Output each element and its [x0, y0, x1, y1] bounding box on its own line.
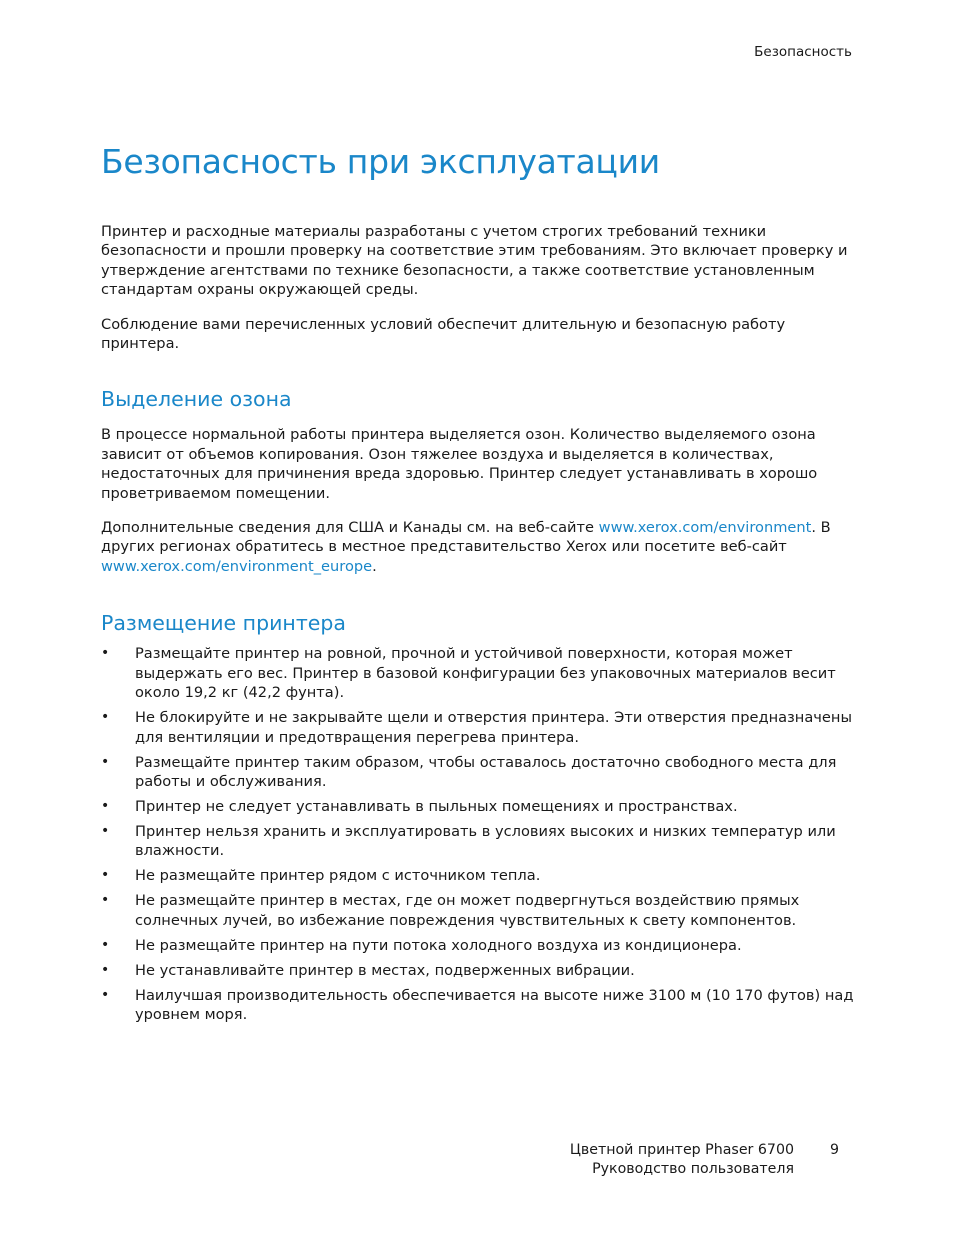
list-item	[101, 644, 856, 702]
list-item	[101, 822, 856, 861]
xerox-environment-link[interactable]: www.xerox.com/environment	[598, 519, 812, 537]
ozone-paragraph-1: В процессе нормальной работы принтера выделяется озон. Количество выделяемого озона зависит от объемов копирования. Озон тяжелее воздуха и выделяется в количествах, недостаточных для причинения вреда здоровью. Принтер следует устанавливать в хорошо проветриваемом помещении.	[101, 426, 818, 502]
bullet-icon: •	[101, 892, 110, 909]
ozone-p2-text-a: Дополнительные сведения для США и Канады см. на веб-сайте	[101, 519, 599, 537]
list-item	[101, 866, 856, 885]
bullet-icon: •	[101, 867, 110, 884]
list-item	[101, 891, 856, 930]
page-number: 9	[830, 1142, 840, 1158]
ozone-p2-text-c: .	[372, 557, 377, 575]
xerox-environment-europe-link[interactable]: www.xerox.com/environment_europe	[101, 557, 373, 575]
list-item	[101, 797, 856, 816]
bullet-icon: •	[101, 709, 110, 726]
list-item-text: Не блокируйте и не закрывайте щели и отверстия принтера. Эти отверстия предназначены для вентиляции и предотвращения перегрева принтера.	[135, 709, 852, 746]
list-item	[101, 708, 856, 747]
running-header: Безопасность	[754, 44, 852, 60]
footer	[570, 1141, 794, 1179]
list-item-text: Не размещайте принтер в местах, где он может подвергнуться воздействию прямых солнечных лучей, во избежание повреждения чувствительных к свету компонентов.	[135, 892, 800, 929]
main-content	[101, 222, 856, 1030]
footer-guide-name: Руководство пользователя	[592, 1161, 794, 1177]
list-item	[101, 753, 856, 792]
list-item-text: Наилучшая производительность обеспечивается на высоте ниже 3100 м (10 170 футов) над уровнем моря.	[135, 986, 854, 1024]
list-item-text: Не устанавливайте принтер в местах, подверженных вибрации.	[135, 961, 635, 979]
list-item-text: Не размещайте принтер рядом с источником тепла.	[135, 867, 541, 885]
list-item	[101, 986, 856, 1025]
section-title-placement: Размещение принтера	[101, 611, 346, 636]
ozone-paragraph-2	[101, 518, 856, 576]
bullet-icon: •	[101, 961, 110, 978]
bullet-icon: •	[101, 822, 110, 839]
page-title: Безопасность при эксплуатации	[101, 142, 660, 181]
placement-list	[101, 644, 856, 1024]
intro-paragraph-1: Принтер и расходные материалы разработаны с учетом строгих требований техники безопасности и прошли проверку на соответствие этим требованиям. Это включает проверку и утверждение агентствами по технике безопасности, а также соответствие установленным стандартам охраны окружающей среды.	[101, 223, 848, 299]
footer-product-name: Цветной принтер Phaser 6700	[569, 1142, 794, 1158]
intro-paragraph-2: Соблюдение вами перечисленных условий обеспечит длительную и безопасную работу принтера.	[101, 315, 786, 353]
bullet-icon: •	[101, 936, 110, 953]
bullet-icon: •	[101, 645, 110, 662]
list-item-text: Принтер не следует устанавливать в пыльных помещениях и пространствах.	[135, 797, 738, 815]
list-item-text: Размещайте принтер таким образом, чтобы оставалось достаточно свободного места для работы и обслуживания.	[135, 753, 837, 790]
list-item	[101, 936, 856, 955]
ozone-p2-text-b: . В других регионах обратитесь в местное представительство Xerox или посетите веб-сайт	[101, 519, 831, 556]
section-title-ozone: Выделение озона	[101, 387, 292, 412]
bullet-icon: •	[101, 797, 110, 814]
list-item-text: Принтер нельзя хранить и эксплуатировать в условиях высоких и низких температур или влажности.	[135, 822, 836, 860]
bullet-icon: •	[101, 753, 110, 770]
bullet-icon: •	[101, 986, 110, 1003]
list-item	[101, 961, 856, 980]
list-item-text: Не размещайте принтер на пути потока холодного воздуха из кондиционера.	[135, 936, 742, 954]
list-item-text: Размещайте принтер на ровной, прочной и устойчивой поверхности, которая может выдержать его вес. Принтер в базовой конфигурации без упаковочных материалов весит около 19,2 кг (42,2 фунта).	[135, 645, 836, 702]
